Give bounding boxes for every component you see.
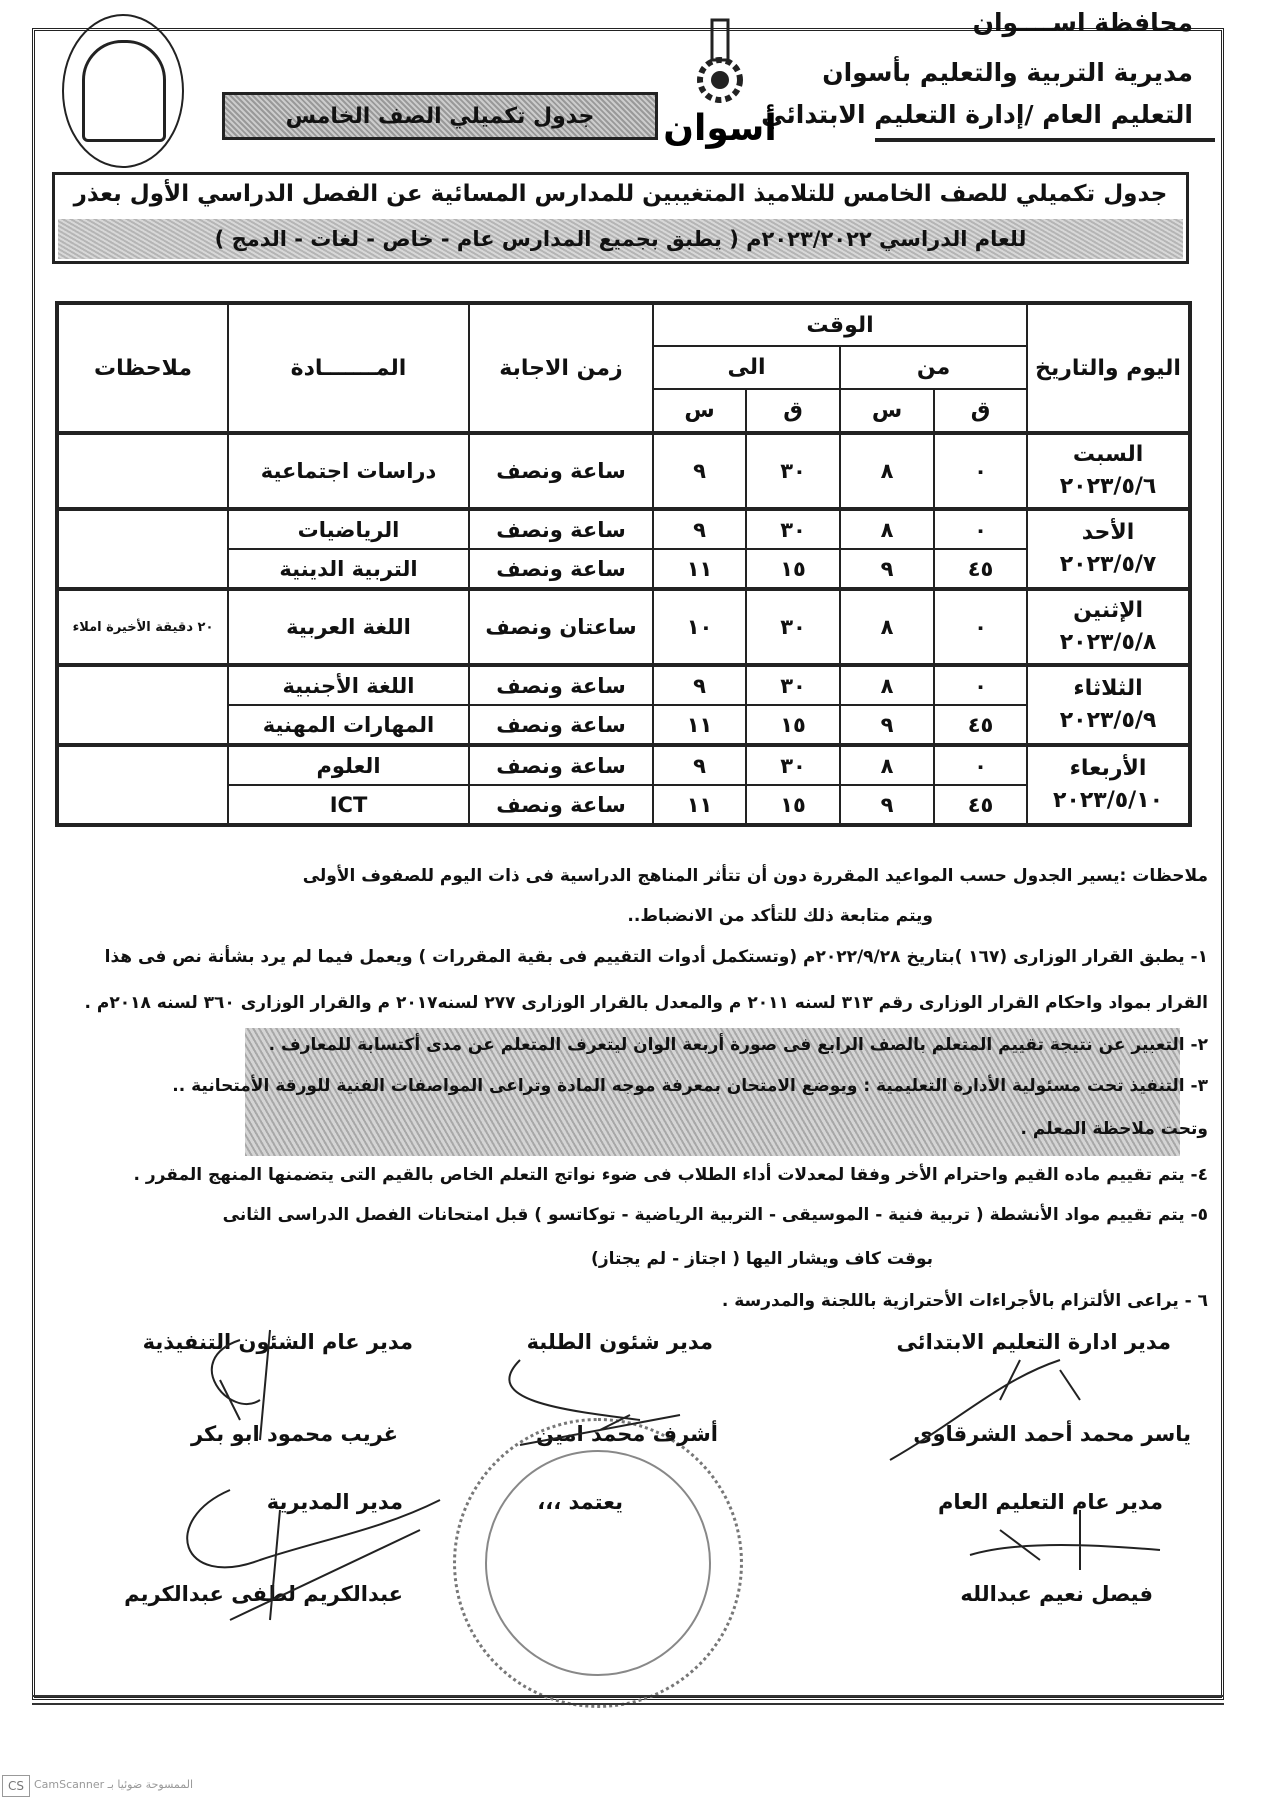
note-line: القرار بمواد واحكام القرار الوزارى رقم ٣١٣ لسنه ٢٠١١ م والمعدل بالقرار الوزارى ٢٧٧ لسنه٢٠١٧ م والقرار الوزارى ٣٦٠ لسنه ٢٠١٨م . xyxy=(84,993,1208,1013)
table-row xyxy=(57,589,1190,665)
duration-cell: ساعة ونصف xyxy=(469,433,653,509)
subject-cell: العلوم xyxy=(228,745,469,785)
primary-director-name: ياسر محمد أحمد الشرقاوى xyxy=(913,1422,1191,1446)
table-row xyxy=(57,665,1190,705)
primary-director-title: مدير ادارة التعليم الابتدائى xyxy=(896,1330,1171,1354)
note-line: ويتم متابعة ذلك للتأكد من الانضباط.. xyxy=(627,906,933,926)
to-minute-cell: ٣٠ xyxy=(746,509,840,549)
department-label: التعليم العام /إدارة التعليم الابتدائي xyxy=(761,100,1193,129)
to-minute-cell: ١٥ xyxy=(746,705,840,745)
from-minute-cell: ٠ xyxy=(934,509,1027,549)
seal-book-icon xyxy=(82,40,166,142)
governorate-label: محافظة اســــوان xyxy=(972,8,1193,37)
directorate-head-name: عبدالكريم لطفى عبدالكريم xyxy=(124,1582,403,1606)
header-notes: ملاحظات xyxy=(57,303,228,433)
day-name: الإثنين xyxy=(1073,598,1144,623)
to-hour-cell: ١١ xyxy=(653,785,746,825)
table-row xyxy=(57,433,1190,509)
note-line: ١- يطبق القرار الوزارى (١٦٧ )بتاريخ ٢٠٢٢/٩/٢٨م (وتستكمل أدوات التقييم فى بقية المقررات ) ويعمل فيما لم يرد بشأنة نص فى هذا xyxy=(104,947,1208,967)
exam-date: ٢٠٢٣/٥/١٠ xyxy=(1053,788,1164,813)
to-hour-cell: ١١ xyxy=(653,549,746,589)
day-name: الأربعاء xyxy=(1069,756,1147,781)
student-affairs-title: مدير شئون الطلبة xyxy=(526,1330,713,1354)
general-ed-name: فيصل نعيم عبدالله xyxy=(960,1582,1153,1606)
subject-cell: اللغة الأجنبية xyxy=(228,665,469,705)
handwritten-signatures xyxy=(0,1300,1263,1680)
exec-affairs-name: غريب محمود ابو بكر xyxy=(190,1422,398,1446)
directorate-label: مديرية التربية والتعليم بأسوان xyxy=(822,58,1193,87)
bottom-rule xyxy=(32,1695,1224,1705)
from-minute-cell: ٤٥ xyxy=(934,705,1027,745)
aswan-logo xyxy=(660,10,780,150)
day-date-cell xyxy=(1027,433,1190,509)
to-hour-cell: ٩ xyxy=(653,433,746,509)
camscanner-logo: CS xyxy=(2,1775,30,1797)
subject-cell: ICT xyxy=(228,785,469,825)
duration-cell: ساعة ونصف xyxy=(469,785,653,825)
duration-cell: ساعة ونصف xyxy=(469,705,653,745)
exam-date: ٢٠٢٣/٥/٨ xyxy=(1059,630,1157,655)
from-hour-cell: ٩ xyxy=(840,549,934,589)
to-minute-cell: ١٥ xyxy=(746,785,840,825)
note-line: ملاحظات :يسير الجدول حسب المواعيد المقررة دون أن تتأثر المناهج الدراسية فى ذات اليوم للصفوف الأولى xyxy=(302,866,1208,886)
to-minute-cell: ٣٠ xyxy=(746,665,840,705)
approve-label: يعتمد ،،، xyxy=(537,1490,623,1514)
to-minute-cell: ٣٠ xyxy=(746,433,840,509)
subject-cell: دراسات اجتماعية xyxy=(228,433,469,509)
from-hour-cell: ٨ xyxy=(840,665,934,705)
general-ed-title: مدير عام التعليم العام xyxy=(938,1490,1163,1514)
subject-cell: التربية الدينية xyxy=(228,549,469,589)
signature-primary-director xyxy=(890,1360,1080,1460)
from-hour-cell: ٨ xyxy=(840,433,934,509)
exam-schedule-table xyxy=(55,301,1192,827)
header-to: الى xyxy=(653,346,840,389)
from-minute-cell: ٤٥ xyxy=(934,785,1027,825)
to-hour-cell: ٩ xyxy=(653,509,746,549)
signature-general-ed xyxy=(970,1510,1160,1570)
day-date-cell xyxy=(1027,665,1190,745)
header-duration: زمن الاجابة xyxy=(469,303,653,433)
subject-cell: الرياضيات xyxy=(228,509,469,549)
from-hour-cell: ٨ xyxy=(840,589,934,665)
day-name: السبت xyxy=(1072,442,1144,467)
from-minute-cell: ٠ xyxy=(934,589,1027,665)
title-line-1: جدول تكميلي للصف الخامس للتلاميذ المتغيبين للمدارس المسائية عن الفصل الدراسي الأول بعذر xyxy=(73,181,1168,207)
header-from: من xyxy=(840,346,1027,389)
duration-cell: ساعة ونصف xyxy=(469,665,653,705)
header-from-hour: س xyxy=(840,389,934,433)
logo-text: أسوان xyxy=(663,108,777,149)
exec-affairs-title: مدير عام الشئون التنفيذية xyxy=(142,1330,413,1354)
exam-date: ٢٠٢٣/٥/٩ xyxy=(1059,708,1157,733)
duration-cell: ساعة ونصف xyxy=(469,549,653,589)
notes-cell xyxy=(57,433,228,509)
grade-label-box xyxy=(222,92,658,140)
from-minute-cell: ٠ xyxy=(934,665,1027,705)
to-hour-cell: ١١ xyxy=(653,705,746,745)
day-name: الثلاثاء xyxy=(1073,676,1143,701)
day-date-cell xyxy=(1027,589,1190,665)
exam-date: ٢٠٢٣/٥/٦ xyxy=(1059,474,1157,499)
note-line: ٥- يتم تقييم مواد الأنشطة ( تربية فنية - الموسيقى - التربية الرياضية - توكاتسو ) قبل امتحانات الفصل الدراسى الثانى xyxy=(222,1205,1208,1225)
directorate-head-title: مدير المديرية xyxy=(266,1490,403,1514)
to-minute-cell: ١٥ xyxy=(746,549,840,589)
note-line: بوقت كاف ويشار اليها ( اجتاز - لم يجتاز) xyxy=(591,1249,933,1269)
student-affairs-name: أشرف محمد امين xyxy=(536,1422,718,1446)
note-line: ٣- التنفيذ تحت مسئولية الأدارة التعليمية : ويوضع الامتحان بمعرفة موجه المادة وتراعى المواصفات الفنية للورقة الأمتحانية .. xyxy=(172,1076,1208,1096)
note-line: ٢- التعبير عن نتيجة تقييم المتعلم بالصف الرابع فى صورة أربعة الوان ليتعرف المتعلم عن مدى أكتسابة للمعارف . xyxy=(268,1035,1208,1055)
title-box xyxy=(52,172,1189,264)
table-row xyxy=(57,509,1190,549)
notes-cell xyxy=(57,509,228,589)
from-minute-cell: ٠ xyxy=(934,745,1027,785)
camscanner-text: الممسوحة ضوئيا بـ CamScanner xyxy=(34,1778,194,1791)
header-to-minute: ق xyxy=(746,389,840,433)
from-minute-cell: ٠ xyxy=(934,433,1027,509)
exam-date: ٢٠٢٣/٥/٧ xyxy=(1059,552,1157,577)
note-line: ٤- يتم تقييم ماده القيم واحترام الأخر وفقا لمعدلات أداء الطلاب فى ضوء نواتج التعلم الخاص بالقيم التى يتضمنها المنهج المقرر . xyxy=(133,1165,1208,1185)
to-hour-cell: ٩ xyxy=(653,665,746,705)
day-name: الأحد xyxy=(1081,520,1135,545)
to-hour-cell: ١٠ xyxy=(653,589,746,665)
table-row xyxy=(57,745,1190,785)
schedule-body xyxy=(57,433,1190,825)
notes-cell xyxy=(57,665,228,745)
title-line-2: للعام الدراسي ٢٠٢٣/٢٠٢٢م ( يطبق بجميع المدارس عام - خاص - لغات - الدمج ) xyxy=(58,219,1183,259)
notes-cell xyxy=(57,745,228,825)
duration-cell: ساعتان ونصف xyxy=(469,589,653,665)
aswan-emblem-icon xyxy=(660,10,780,150)
subject-cell: اللغة العربية xyxy=(228,589,469,665)
header-rule xyxy=(875,138,1215,142)
from-minute-cell: ٤٥ xyxy=(934,549,1027,589)
header-subject: المـــــــادة xyxy=(228,303,469,433)
to-minute-cell: ٣٠ xyxy=(746,589,840,665)
header-time: الوقت xyxy=(653,303,1027,346)
from-hour-cell: ٩ xyxy=(840,705,934,745)
duration-cell: ساعة ونصف xyxy=(469,509,653,549)
note-line: ٦ - يراعى الألتزام بالأجراءات الأحترازية باللجنة والمدرسة . xyxy=(721,1291,1208,1311)
note-line: وتحت ملاحظة المعلم . xyxy=(1020,1119,1208,1139)
from-hour-cell: ٩ xyxy=(840,785,934,825)
header-to-hour: س xyxy=(653,389,746,433)
from-hour-cell: ٨ xyxy=(840,745,934,785)
day-date-cell xyxy=(1027,745,1190,825)
signature-student-affairs xyxy=(509,1360,680,1445)
from-hour-cell: ٨ xyxy=(840,509,934,549)
notes-cell: ٢٠ دقيقة الأخيرة املاء xyxy=(57,589,228,665)
grade-label: جدول تكميلي الصف الخامس xyxy=(285,103,595,129)
signature-exec-affairs xyxy=(212,1330,270,1440)
header-from-minute: ق xyxy=(934,389,1027,433)
to-minute-cell: ٣٠ xyxy=(746,745,840,785)
subject-cell: المهارات المهنية xyxy=(228,705,469,745)
duration-cell: ساعة ونصف xyxy=(469,745,653,785)
day-date-cell xyxy=(1027,509,1190,589)
to-hour-cell: ٩ xyxy=(653,745,746,785)
header-day-date: اليوم والتاريخ xyxy=(1027,303,1190,433)
signature-directorate-head xyxy=(187,1490,440,1620)
